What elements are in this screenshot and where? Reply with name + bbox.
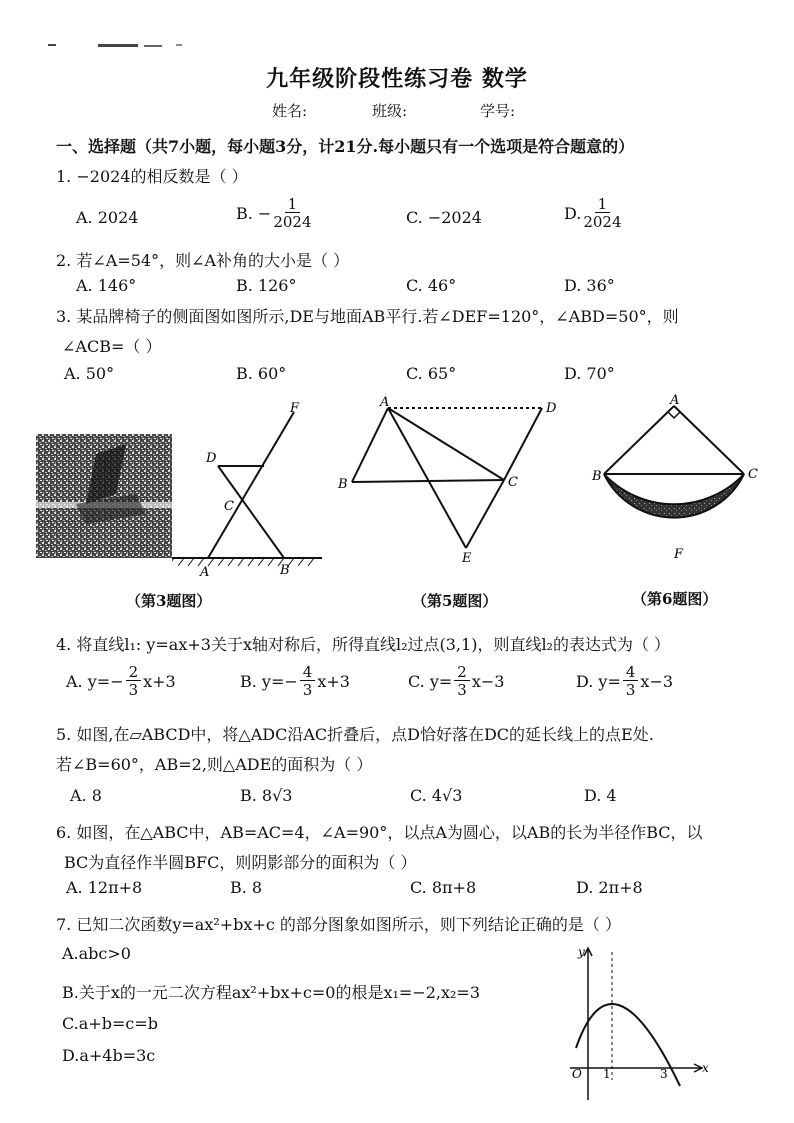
figure-3-diagram: [172, 398, 330, 578]
q4-a-pre: A. y=−: [66, 672, 124, 691]
q6-option-a: A. 12π+8: [66, 878, 143, 897]
figure-5-diagram: [334, 394, 570, 564]
fig3-label-a: A: [200, 565, 210, 578]
q4-option-c: [408, 664, 504, 699]
fraction-denominator: 3: [625, 681, 636, 699]
graph-x-label: x: [702, 1061, 709, 1075]
q2-option-d: D. 36°: [564, 276, 615, 295]
fraction-denominator: 2024: [583, 213, 622, 231]
fraction-denominator: 2024: [273, 213, 312, 231]
q1-option-a: A. 2024: [76, 208, 139, 227]
chair-photo: [36, 434, 172, 558]
fig5-label-a: A: [380, 395, 390, 410]
q7-option-d: D.a+4b=3c: [62, 1046, 156, 1065]
fraction-numerator: 1: [595, 196, 611, 213]
q6-option-b: B. 8: [230, 878, 263, 897]
q4-b-fraction: [300, 664, 316, 699]
q6-option-d: D. 2π+8: [576, 878, 643, 897]
corner-mark: [48, 44, 188, 48]
q1-option-c: C. −2024: [406, 208, 482, 227]
q3-option-c: C. 65°: [406, 364, 457, 383]
q4-c-pre: C. y=: [408, 672, 453, 691]
fig6-label-b: B: [592, 469, 602, 484]
fraction-numerator: 2: [454, 664, 470, 681]
fig5-label-c: C: [508, 475, 518, 490]
fig3-label-c: C: [224, 499, 234, 514]
graph-origin-label: O: [572, 1067, 582, 1081]
figure-6-diagram: [588, 392, 774, 562]
q4-d-post: x−3: [640, 672, 674, 691]
fraction-numerator: 1: [285, 196, 301, 213]
page-title: 九年级阶段性练习卷 数学: [266, 66, 528, 92]
graph-tick-3: 3: [660, 1067, 668, 1081]
q3-stem-line2: ∠ACB=（ ）: [62, 337, 162, 356]
q4-d-fraction: [623, 664, 639, 699]
q1-option-b: [236, 196, 314, 231]
fraction-numerator: 4: [300, 664, 316, 681]
q4-option-a: [66, 664, 176, 699]
q4-stem: 4. 将直线l₁: y=ax+3关于x轴对称后，所得直线l₂过点(3,1)，则直线l₂的表达式为（ ）: [56, 635, 671, 654]
q1-stem: 1. −2024的相反数是（ ）: [56, 167, 248, 186]
class-label: 班级:: [372, 102, 408, 120]
fraction-numerator: 2: [126, 664, 142, 681]
q5-option-d: D. 4: [584, 786, 617, 805]
id-label: 学号:: [480, 102, 516, 120]
fraction-denominator: 3: [128, 681, 139, 699]
fig3-label-f: F: [290, 401, 300, 416]
fig6-label-f: F: [674, 547, 684, 562]
fraction-denominator: 3: [457, 681, 467, 699]
q7-parabola-graph: [562, 940, 718, 1108]
q3-option-a: A. 50°: [64, 364, 115, 383]
q5-option-a: A. 8: [70, 786, 102, 805]
q4-a-post: x+3: [143, 672, 176, 691]
q7-option-c: C.a+b=c=b: [62, 1014, 158, 1033]
fig3-label-d: D: [206, 451, 217, 466]
q6-option-c: C. 8π+8: [410, 878, 477, 897]
graph-tick-1: 1: [603, 1067, 611, 1081]
figure-6-caption: （第6题图）: [632, 590, 718, 608]
q2-option-c: C. 46°: [406, 276, 457, 295]
q5-stem-line1: 5. 如图,在▱ABCD中，将△ADC沿AC折叠后，点D恰好落在DC的延长线上的点E处.: [56, 725, 654, 744]
q2-option-a: A. 146°: [76, 276, 137, 295]
graph-y-label: y: [578, 945, 585, 959]
q1-option-d-fraction: [583, 196, 621, 231]
fraction-denominator: 3: [302, 681, 313, 699]
q3-stem-line1: 3. 某品牌椅子的侧面图如图所示,DE与地面AB平行.若∠DEF=120°，∠ABD=50°，则: [56, 307, 679, 326]
q4-d-pre: D. y=: [576, 672, 621, 691]
q4-b-post: x+3: [317, 672, 350, 691]
q5-option-b: B. 8√3: [240, 786, 293, 805]
q6-stem-line2: BC为直径作半圆BFC，则阴影部分的面积为（ ）: [64, 853, 417, 872]
q3-option-b: B. 60°: [236, 364, 287, 383]
q1-option-d: [564, 196, 624, 231]
fig5-label-e: E: [462, 551, 472, 564]
q1-option-b-fraction: [273, 196, 311, 231]
fraction-numerator: 4: [623, 664, 639, 681]
q2-stem: 2. 若∠A=54°，则∠A补角的大小是（ ）: [56, 251, 350, 270]
q5-option-c: C. 4√3: [410, 786, 463, 805]
name-label: 姓名:: [272, 102, 308, 120]
q4-a-fraction: [126, 664, 142, 699]
fig5-label-d: D: [546, 401, 557, 416]
q4-option-d: [576, 664, 673, 699]
q4-c-post: x−3: [471, 672, 505, 691]
figure-5-caption: （第5题图）: [412, 592, 498, 610]
q3-option-d: D. 70°: [564, 364, 615, 383]
q1-option-b-prefix: B. −: [236, 204, 272, 223]
q7-option-a: A.abc>0: [62, 944, 131, 963]
q1-option-d-prefix: D.: [564, 204, 582, 223]
q4-option-b: [240, 664, 350, 699]
q4-c-fraction: [454, 664, 470, 699]
q2-option-b: B. 126°: [236, 276, 297, 295]
q5-stem-line2: 若∠B=60°，AB=2,则△ADE的面积为（ ）: [56, 755, 373, 774]
fig3-label-b: B: [280, 563, 290, 578]
figure-3-caption: （第3题图）: [126, 592, 212, 610]
fig6-label-a: A: [670, 393, 680, 408]
q6-stem-line1: 6. 如图，在△ABC中，AB=AC=4，∠A=90°，以点A为圆心，以AB的长为半径作BC，以: [56, 823, 703, 842]
q7-stem: 7. 已知二次函数y=ax²+bx+c 的部分图象如图所示，则下列结论正确的是（ ）: [56, 915, 621, 934]
fig6-label-c: C: [748, 467, 758, 482]
section-heading: 一、选择题（共7小题，每小题3分，计21分.每小题只有一个选项是符合题意的）: [56, 137, 635, 156]
fig5-label-b: B: [338, 477, 348, 492]
q7-option-b: B.关于x的一元二次方程ax²+bx+c=0的根是x₁=−2,x₂=3: [62, 983, 481, 1002]
q4-b-pre: B. y=−: [240, 672, 298, 691]
